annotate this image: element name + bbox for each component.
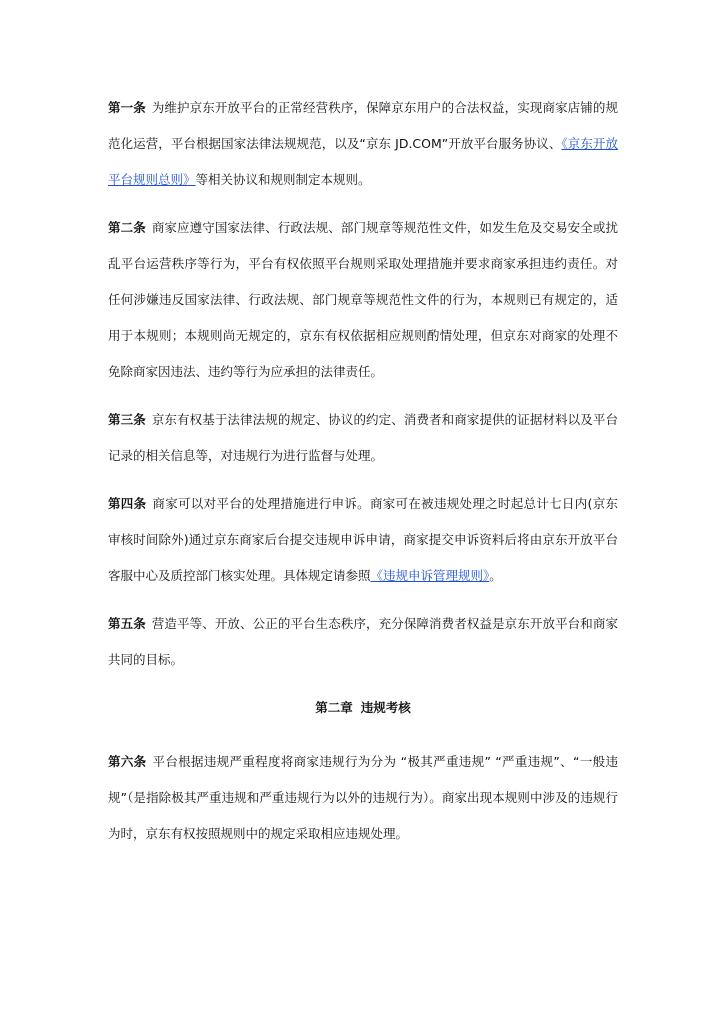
- article-6-label: 第六条: [108, 754, 147, 769]
- document-page: [108, 90, 618, 864]
- general-rules-link[interactable]: 《京东开放平台规则总则》: [108, 136, 618, 187]
- article-6: [108, 744, 618, 852]
- article-4-label: 第四条: [108, 496, 147, 511]
- article-1-text-a: 为维护京东开放平台的正常经营秩序，保障京东用户的合法权益，实现商家店铺的规范化运营，平台根据国家法律法规规范，以及“京东 JD.COM”开放平台服务协议、: [108, 100, 618, 151]
- article-5: [108, 606, 618, 678]
- article-1-text-b: 等相关协议和规则制定本规则。: [195, 172, 371, 187]
- appeal-rules-link[interactable]: 《违规申诉管理规则》: [370, 568, 490, 583]
- chapter-title: 违规考核: [360, 700, 411, 715]
- chapter-number: 第二章: [315, 700, 353, 715]
- article-3-label: 第三条: [108, 412, 146, 427]
- article-4-text-a: 商家可以对平台的处理措施进行申诉。商家可在被违规处理之时起总计七日内(京东审核时间除外)通过京东商家后台提交违规申诉申请，商家提交申诉资料后将由京东开放平台客服中心及质控部门核实处理。具体规定请参照: [108, 496, 618, 583]
- article-2-label: 第二条: [108, 220, 146, 235]
- chapter-heading: [108, 690, 618, 726]
- article-6-text: 平台根据违规严重程度将商家违规行为分为 “极其严重违规” “严重违规”、“一般违规”（是指除极其严重违规和严重违规行为以外的违规行为）。商家出现本规则中涉及的违规行为时，京东有权按照规则中的规定采取相应违规处理。: [108, 754, 618, 841]
- article-3-text: 京东有权基于法律法规的规定、协议的约定、消费者和商家提供的证据材料以及平台记录的相关信息等，对违规行为进行监督与处理。: [108, 412, 618, 463]
- article-5-text: 营造平等、开放、公正的平台生态秩序，充分保障消费者权益是京东开放平台和商家共同的目标。: [108, 616, 618, 667]
- article-3: [108, 402, 618, 474]
- article-4: [108, 486, 618, 594]
- article-2-text: 商家应遵守国家法律、行政法规、部门规章等规范性文件，如发生危及交易安全或扰乱平台运营秩序等行为，平台有权依照平台规则采取处理措施并要求商家承担违约责任。对任何涉嫌违反国家法律、行政法规、部门规章等规范性文件的行为，本规则已有规定的，适用于本规则；本规则尚无规定的，京东有权依据相应规则酌情处理，但京东对商家的处理不免除商家因违法、违约等行为应承担的法律责任。: [108, 220, 618, 379]
- article-5-label: 第五条: [108, 616, 146, 631]
- article-1: [108, 90, 618, 198]
- article-4-text-b: 。: [489, 568, 502, 583]
- article-1-label: 第一条: [108, 100, 146, 115]
- article-2: [108, 210, 618, 390]
